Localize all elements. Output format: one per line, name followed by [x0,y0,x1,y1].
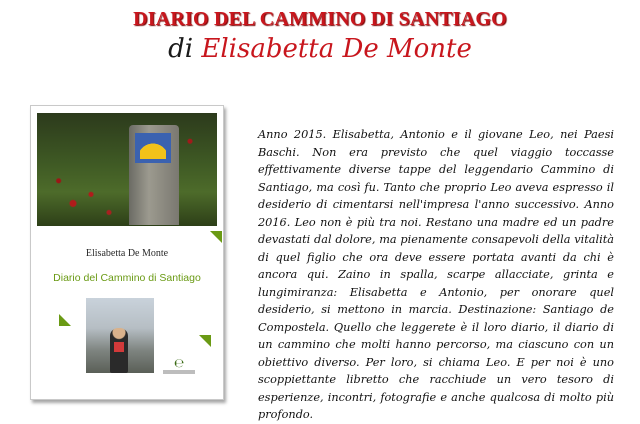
book-description: Anno 2015. Elisabetta, Antonio e il giovane Leo, nei Paesi Baschi. Non era previsto che quel viaggio toccasse effettivamente diverse tappe del leggendario Cammino di Santiago, ma così fu. Tanto che proprio Leo aveva espresso il desiderio di cimentarsi nell'impresa l'anno successivo. Anno 2016. Leo non è più tra noi. Restano una madre ed un padre devastati dal dolore, ma pienamente consapevoli della vitalità di quel figlio che ora deve essere portata avanti da chi è ancora qui. Zaino in spalla, scarpe allacciate, grinta e lungimiranza: Elisabetta e Antonio, per onorare quel desiderio, si mettono in marcia. Destinazione: Santiago de Compostela. Quello che leggerete è il loro diario, il diario di un cammino che molti hanno percorso, ma ciascuno con un obiettivo diverso. Per loro, si chiama Leo. E per noi è uno scoppiettante libretto che racchiude un vero tesoro di esperienze, incontri, fotografie e anche qualcosa di molto più profondo. [258,128,614,421]
person-shirt [114,342,124,352]
corner-triangle-top [210,231,222,243]
corner-triangle-left [59,314,71,326]
cover-author: Elisabetta De Monte [85,248,169,259]
author-name: Elisabetta De Monte [201,34,472,64]
scallop-shell-icon [140,137,166,159]
author-line [0,34,640,64]
publisher-logo-icon: ℮ [173,356,185,370]
corner-triangle-right [199,335,211,347]
book-cover[interactable] [30,105,224,400]
cover-inner-photo [86,298,154,373]
author-prefix: di [168,34,194,64]
publisher-tagline [163,370,195,374]
cover-photo [37,113,217,226]
cover-title: Diario del Cammino di Santiago [53,272,201,284]
page-title: DIARIO DEL CAMMINO DI SANTIAGO [133,8,507,30]
